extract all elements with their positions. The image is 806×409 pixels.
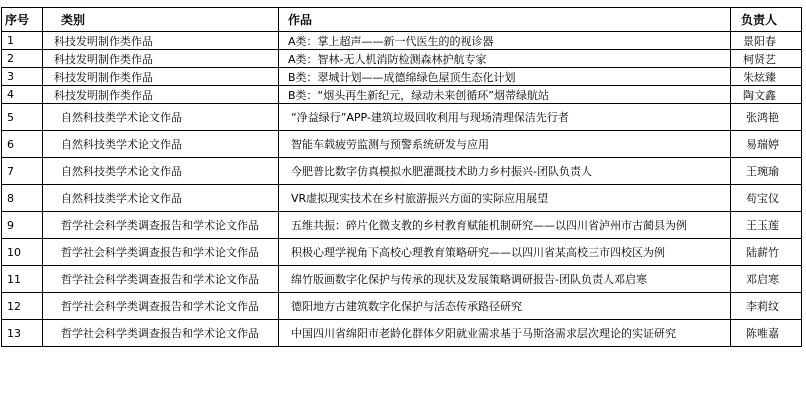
cell-number: 12 xyxy=(2,293,43,320)
table-row xyxy=(2,320,802,347)
table-row xyxy=(2,185,802,212)
works-table-container xyxy=(1,7,802,347)
cell-category: 哲学社会科学类调查报告和学术论文作品 xyxy=(43,320,279,347)
cell-work: A类：掌上超声——新一代医生的的视诊器 xyxy=(279,32,731,50)
cell-work: VR虚拟现实技术在乡村旅游振兴方面的实际应用展望 xyxy=(279,185,731,212)
cell-category: 自然科技类学术论文作品 xyxy=(43,185,279,212)
cell-category: 哲学社会科学类调查报告和学术论文作品 xyxy=(43,293,279,320)
cell-number: 3 xyxy=(2,68,43,86)
cell-person: 陆薪竹 xyxy=(731,239,802,266)
cell-person: 易瑞婷 xyxy=(731,131,802,158)
cell-number: 2 xyxy=(2,50,43,68)
table-row xyxy=(2,86,802,104)
cell-number: 1 xyxy=(2,32,43,50)
cell-category: 哲学社会科学类调查报告和学术论文作品 xyxy=(43,239,279,266)
cell-person: 苟宝仪 xyxy=(731,185,802,212)
cell-category: 自然科技类学术论文作品 xyxy=(43,158,279,185)
cell-work: 中国四川省绵阳市老龄化群体夕阳就业需求基于马斯洛需求层次理论的实证研究 xyxy=(279,320,731,347)
table-row xyxy=(2,266,802,293)
cell-category: 科技发明制作类作品 xyxy=(43,32,279,50)
cell-category: 自然科技类学术论文作品 xyxy=(43,131,279,158)
header-number: 序号 xyxy=(2,8,43,32)
cell-number: 8 xyxy=(2,185,43,212)
cell-person: 张鸿艳 xyxy=(731,104,802,131)
cell-person: 陈唯嘉 xyxy=(731,320,802,347)
header-person: 负责人 xyxy=(731,8,802,32)
cell-category: 哲学社会科学类调查报告和学术论文作品 xyxy=(43,212,279,239)
cell-person: 王玉莲 xyxy=(731,212,802,239)
table-row xyxy=(2,104,802,131)
header-work: 作品 xyxy=(279,8,731,32)
cell-number: 6 xyxy=(2,131,43,158)
cell-work: 德阳地方古建筑数字化保护与活态传承路径研究 xyxy=(279,293,731,320)
cell-number: 4 xyxy=(2,86,43,104)
cell-person: 王琬瑜 xyxy=(731,158,802,185)
cell-category: 科技发明制作类作品 xyxy=(43,68,279,86)
cell-work: “净益绿行”APP-建筑垃圾回收利用与现场清理保洁先行者 xyxy=(279,104,731,131)
cell-category: 科技发明制作类作品 xyxy=(43,86,279,104)
cell-number: 7 xyxy=(2,158,43,185)
cell-person: 邓启寒 xyxy=(731,266,802,293)
cell-number: 13 xyxy=(2,320,43,347)
cell-work: 今肥普比数字仿真模拟水肥灌溉技术助力乡村振兴-团队负责人 xyxy=(279,158,731,185)
cell-work: B类：翠城计划——成德绵绿色屋顶生态化计划 xyxy=(279,68,731,86)
cell-category: 哲学社会科学类调查报告和学术论文作品 xyxy=(43,266,279,293)
cell-number: 5 xyxy=(2,104,43,131)
cell-number: 11 xyxy=(2,266,43,293)
table-row xyxy=(2,50,802,68)
cell-work: 五维共振：碎片化微支教的乡村教育赋能机制研究——以四川省泸州市古蔺县为例 xyxy=(279,212,731,239)
cell-work: A类：智林-无人机消防检测森林护航专家 xyxy=(279,50,731,68)
cell-work: 智能车载疲劳监测与预警系统研发与应用 xyxy=(279,131,731,158)
table-row xyxy=(2,293,802,320)
table-row xyxy=(2,68,802,86)
table-header-row xyxy=(2,8,802,32)
cell-number: 9 xyxy=(2,212,43,239)
table-row xyxy=(2,131,802,158)
cell-person: 李莉纹 xyxy=(731,293,802,320)
works-table xyxy=(1,7,802,347)
table-row xyxy=(2,158,802,185)
table-row xyxy=(2,212,802,239)
cell-person: 柯贤艺 xyxy=(731,50,802,68)
header-category: 类别 xyxy=(43,8,279,32)
cell-work: 积极心理学视角下高校心理教育策略研究——以四川省某高校三市四校区为例 xyxy=(279,239,731,266)
cell-category: 自然科技类学术论文作品 xyxy=(43,104,279,131)
table-row xyxy=(2,32,802,50)
cell-number: 10 xyxy=(2,239,43,266)
cell-person: 景阳春 xyxy=(731,32,802,50)
cell-category: 科技发明制作类作品 xyxy=(43,50,279,68)
table-row xyxy=(2,239,802,266)
cell-person: 朱炫臻 xyxy=(731,68,802,86)
cell-work: B类：“烟头再生新纪元，绿动未来创循环”烟蒂绿航站 xyxy=(279,86,731,104)
cell-person: 陶文鑫 xyxy=(731,86,802,104)
cell-work: 绵竹版画数字化保护与传承的现状及发展策略调研报告-团队负责人邓启寒 xyxy=(279,266,731,293)
